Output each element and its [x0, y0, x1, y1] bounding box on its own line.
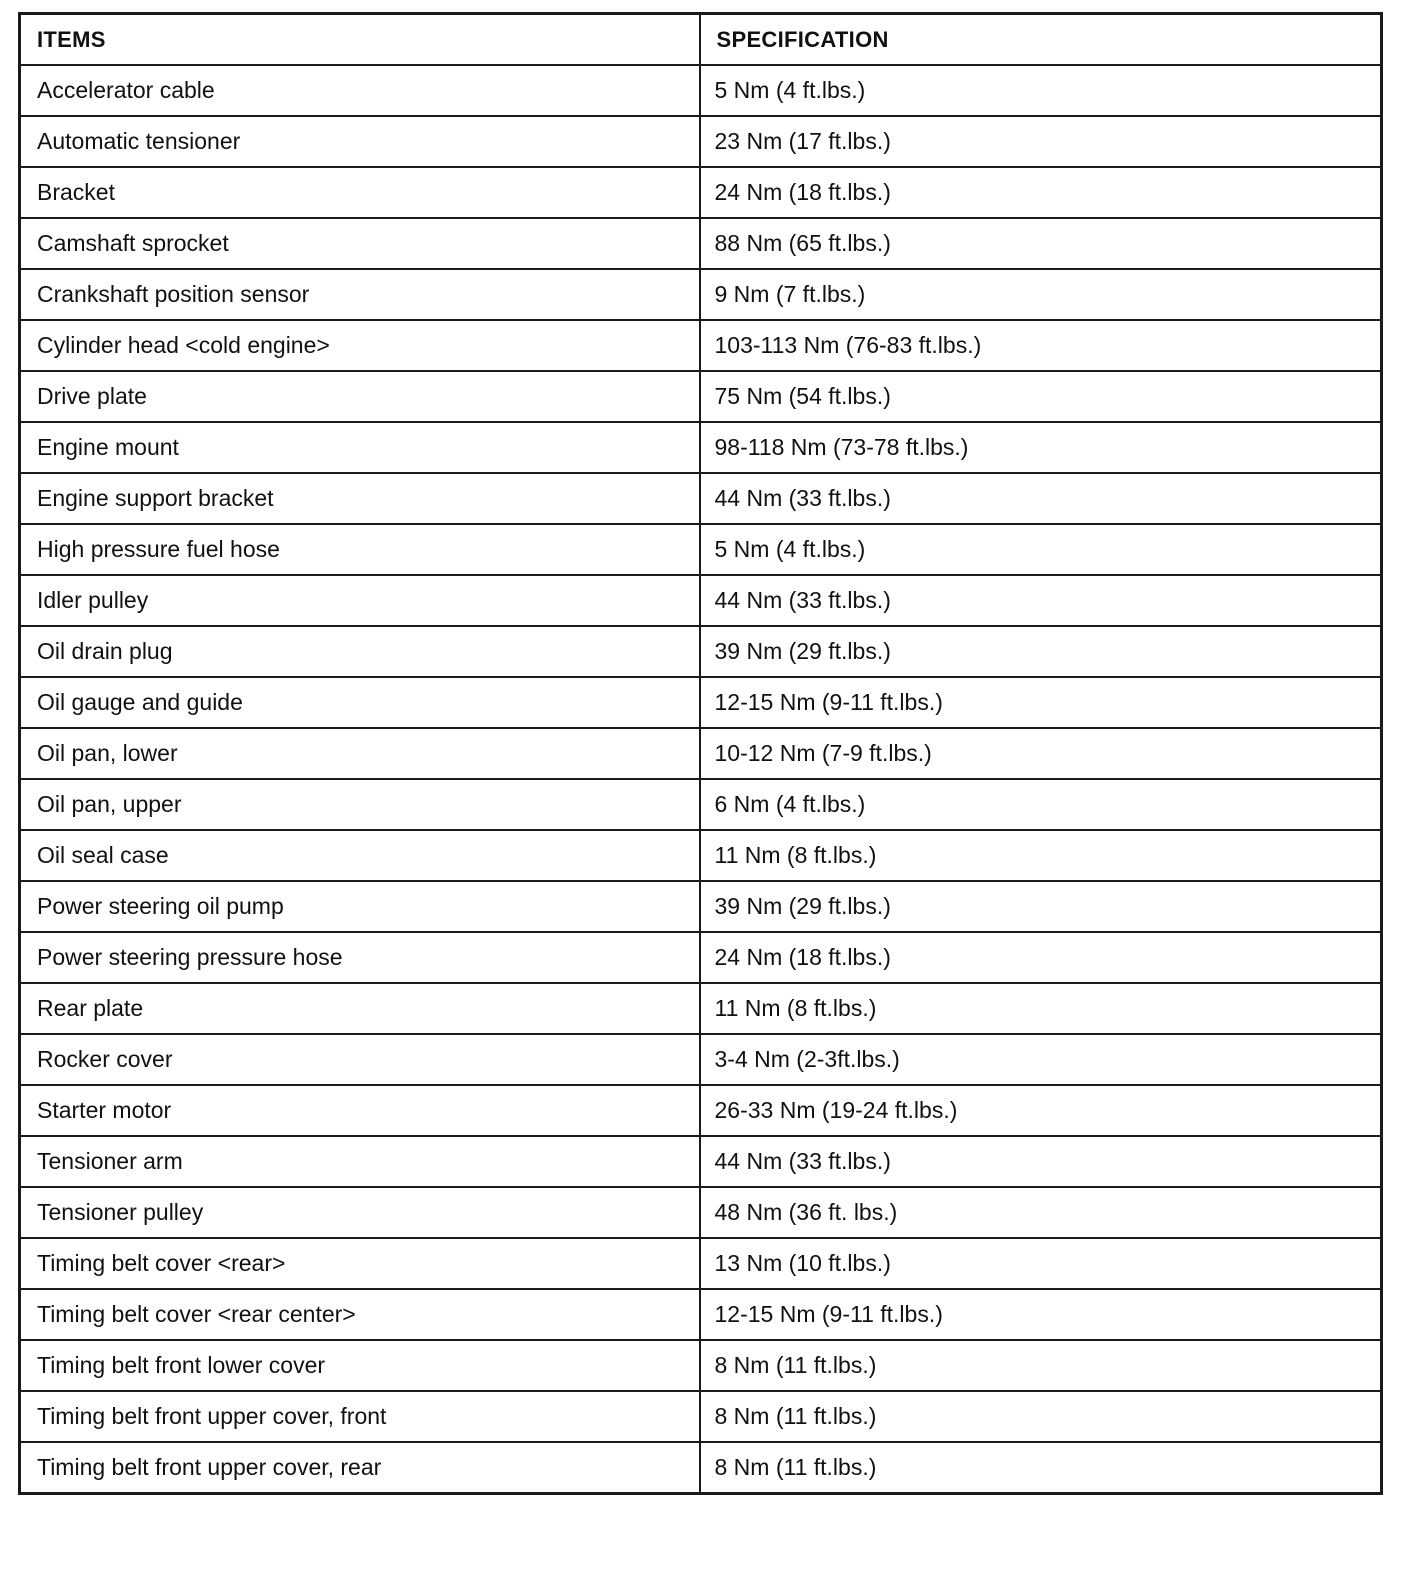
item-name-cell: Power steering pressure hose — [20, 932, 700, 983]
specification-cell: 6 Nm (4 ft.lbs.) — [700, 779, 1382, 830]
specification-cell: 3-4 Nm (2-3ft.lbs.) — [700, 1034, 1382, 1085]
table-row — [20, 626, 1382, 677]
specification-cell: 9 Nm (7 ft.lbs.) — [700, 269, 1382, 320]
specification-cell: 24 Nm (18 ft.lbs.) — [700, 932, 1382, 983]
table-row — [20, 1340, 1382, 1391]
table-row — [20, 269, 1382, 320]
table-row — [20, 1391, 1382, 1442]
item-name-cell: Oil pan, lower — [20, 728, 700, 779]
specification-cell: 24 Nm (18 ft.lbs.) — [700, 167, 1382, 218]
item-name-cell: Starter motor — [20, 1085, 700, 1136]
table-row — [20, 1442, 1382, 1494]
item-name-cell: Crankshaft position sensor — [20, 269, 700, 320]
item-name-cell: High pressure fuel hose — [20, 524, 700, 575]
specification-cell: 12-15 Nm (9-11 ft.lbs.) — [700, 1289, 1382, 1340]
item-name-cell: Rear plate — [20, 983, 700, 1034]
specification-cell: 39 Nm (29 ft.lbs.) — [700, 626, 1382, 677]
specification-cell: 5 Nm (4 ft.lbs.) — [700, 65, 1382, 116]
item-name-cell: Automatic tensioner — [20, 116, 700, 167]
item-name-cell: Accelerator cable — [20, 65, 700, 116]
table-row — [20, 218, 1382, 269]
item-name-cell: Engine support bracket — [20, 473, 700, 524]
table-row — [20, 1136, 1382, 1187]
item-name-cell: Tensioner pulley — [20, 1187, 700, 1238]
specification-cell: 8 Nm (11 ft.lbs.) — [700, 1442, 1382, 1494]
item-name-cell: Oil drain plug — [20, 626, 700, 677]
torque-spec-table — [18, 12, 1383, 1495]
table-row — [20, 167, 1382, 218]
item-name-cell: Power steering oil pump — [20, 881, 700, 932]
specification-cell: 103-113 Nm (76-83 ft.lbs.) — [700, 320, 1382, 371]
specification-cell: 23 Nm (17 ft.lbs.) — [700, 116, 1382, 167]
specification-cell: 88 Nm (65 ft.lbs.) — [700, 218, 1382, 269]
specification-cell: 44 Nm (33 ft.lbs.) — [700, 473, 1382, 524]
item-name-cell: Timing belt cover <rear center> — [20, 1289, 700, 1340]
specification-cell: 11 Nm (8 ft.lbs.) — [700, 983, 1382, 1034]
item-name-cell: Timing belt cover <rear> — [20, 1238, 700, 1289]
specification-column-header: SPECIFICATION — [700, 14, 1382, 66]
specification-cell: 39 Nm (29 ft.lbs.) — [700, 881, 1382, 932]
item-name-cell: Oil pan, upper — [20, 779, 700, 830]
specification-cell: 10-12 Nm (7-9 ft.lbs.) — [700, 728, 1382, 779]
table-row — [20, 830, 1382, 881]
table-row — [20, 320, 1382, 371]
item-name-cell: Tensioner arm — [20, 1136, 700, 1187]
table-row — [20, 371, 1382, 422]
table-row — [20, 728, 1382, 779]
table-row — [20, 1085, 1382, 1136]
item-name-cell: Timing belt front lower cover — [20, 1340, 700, 1391]
table-row — [20, 932, 1382, 983]
table-row — [20, 473, 1382, 524]
item-name-cell: Oil seal case — [20, 830, 700, 881]
specification-cell: 75 Nm (54 ft.lbs.) — [700, 371, 1382, 422]
specification-cell: 98-118 Nm (73-78 ft.lbs.) — [700, 422, 1382, 473]
table-row — [20, 575, 1382, 626]
item-name-cell: Rocker cover — [20, 1034, 700, 1085]
item-name-cell: Oil gauge and guide — [20, 677, 700, 728]
specification-cell: 48 Nm (36 ft. lbs.) — [700, 1187, 1382, 1238]
table-row — [20, 881, 1382, 932]
specification-cell: 5 Nm (4 ft.lbs.) — [700, 524, 1382, 575]
items-column-header: ITEMS — [20, 14, 700, 66]
specification-cell: 11 Nm (8 ft.lbs.) — [700, 830, 1382, 881]
specification-cell: 8 Nm (11 ft.lbs.) — [700, 1340, 1382, 1391]
table-body — [20, 65, 1382, 1494]
item-name-cell: Bracket — [20, 167, 700, 218]
specification-cell: 26-33 Nm (19-24 ft.lbs.) — [700, 1085, 1382, 1136]
specification-cell: 44 Nm (33 ft.lbs.) — [700, 575, 1382, 626]
table-row — [20, 1238, 1382, 1289]
item-name-cell: Timing belt front upper cover, front — [20, 1391, 700, 1442]
specification-cell: 12-15 Nm (9-11 ft.lbs.) — [700, 677, 1382, 728]
item-name-cell: Drive plate — [20, 371, 700, 422]
table-row — [20, 677, 1382, 728]
table-row — [20, 65, 1382, 116]
table-row — [20, 116, 1382, 167]
item-name-cell: Timing belt front upper cover, rear — [20, 1442, 700, 1494]
specification-cell: 44 Nm (33 ft.lbs.) — [700, 1136, 1382, 1187]
table-row — [20, 779, 1382, 830]
item-name-cell: Camshaft sprocket — [20, 218, 700, 269]
item-name-cell: Engine mount — [20, 422, 700, 473]
specification-cell: 8 Nm (11 ft.lbs.) — [700, 1391, 1382, 1442]
table-header-row — [20, 14, 1382, 66]
table-row — [20, 983, 1382, 1034]
table-row — [20, 1187, 1382, 1238]
item-name-cell: Cylinder head <cold engine> — [20, 320, 700, 371]
table-row — [20, 1034, 1382, 1085]
table-row — [20, 422, 1382, 473]
table-row — [20, 1289, 1382, 1340]
table-row — [20, 524, 1382, 575]
specification-cell: 13 Nm (10 ft.lbs.) — [700, 1238, 1382, 1289]
item-name-cell: Idler pulley — [20, 575, 700, 626]
